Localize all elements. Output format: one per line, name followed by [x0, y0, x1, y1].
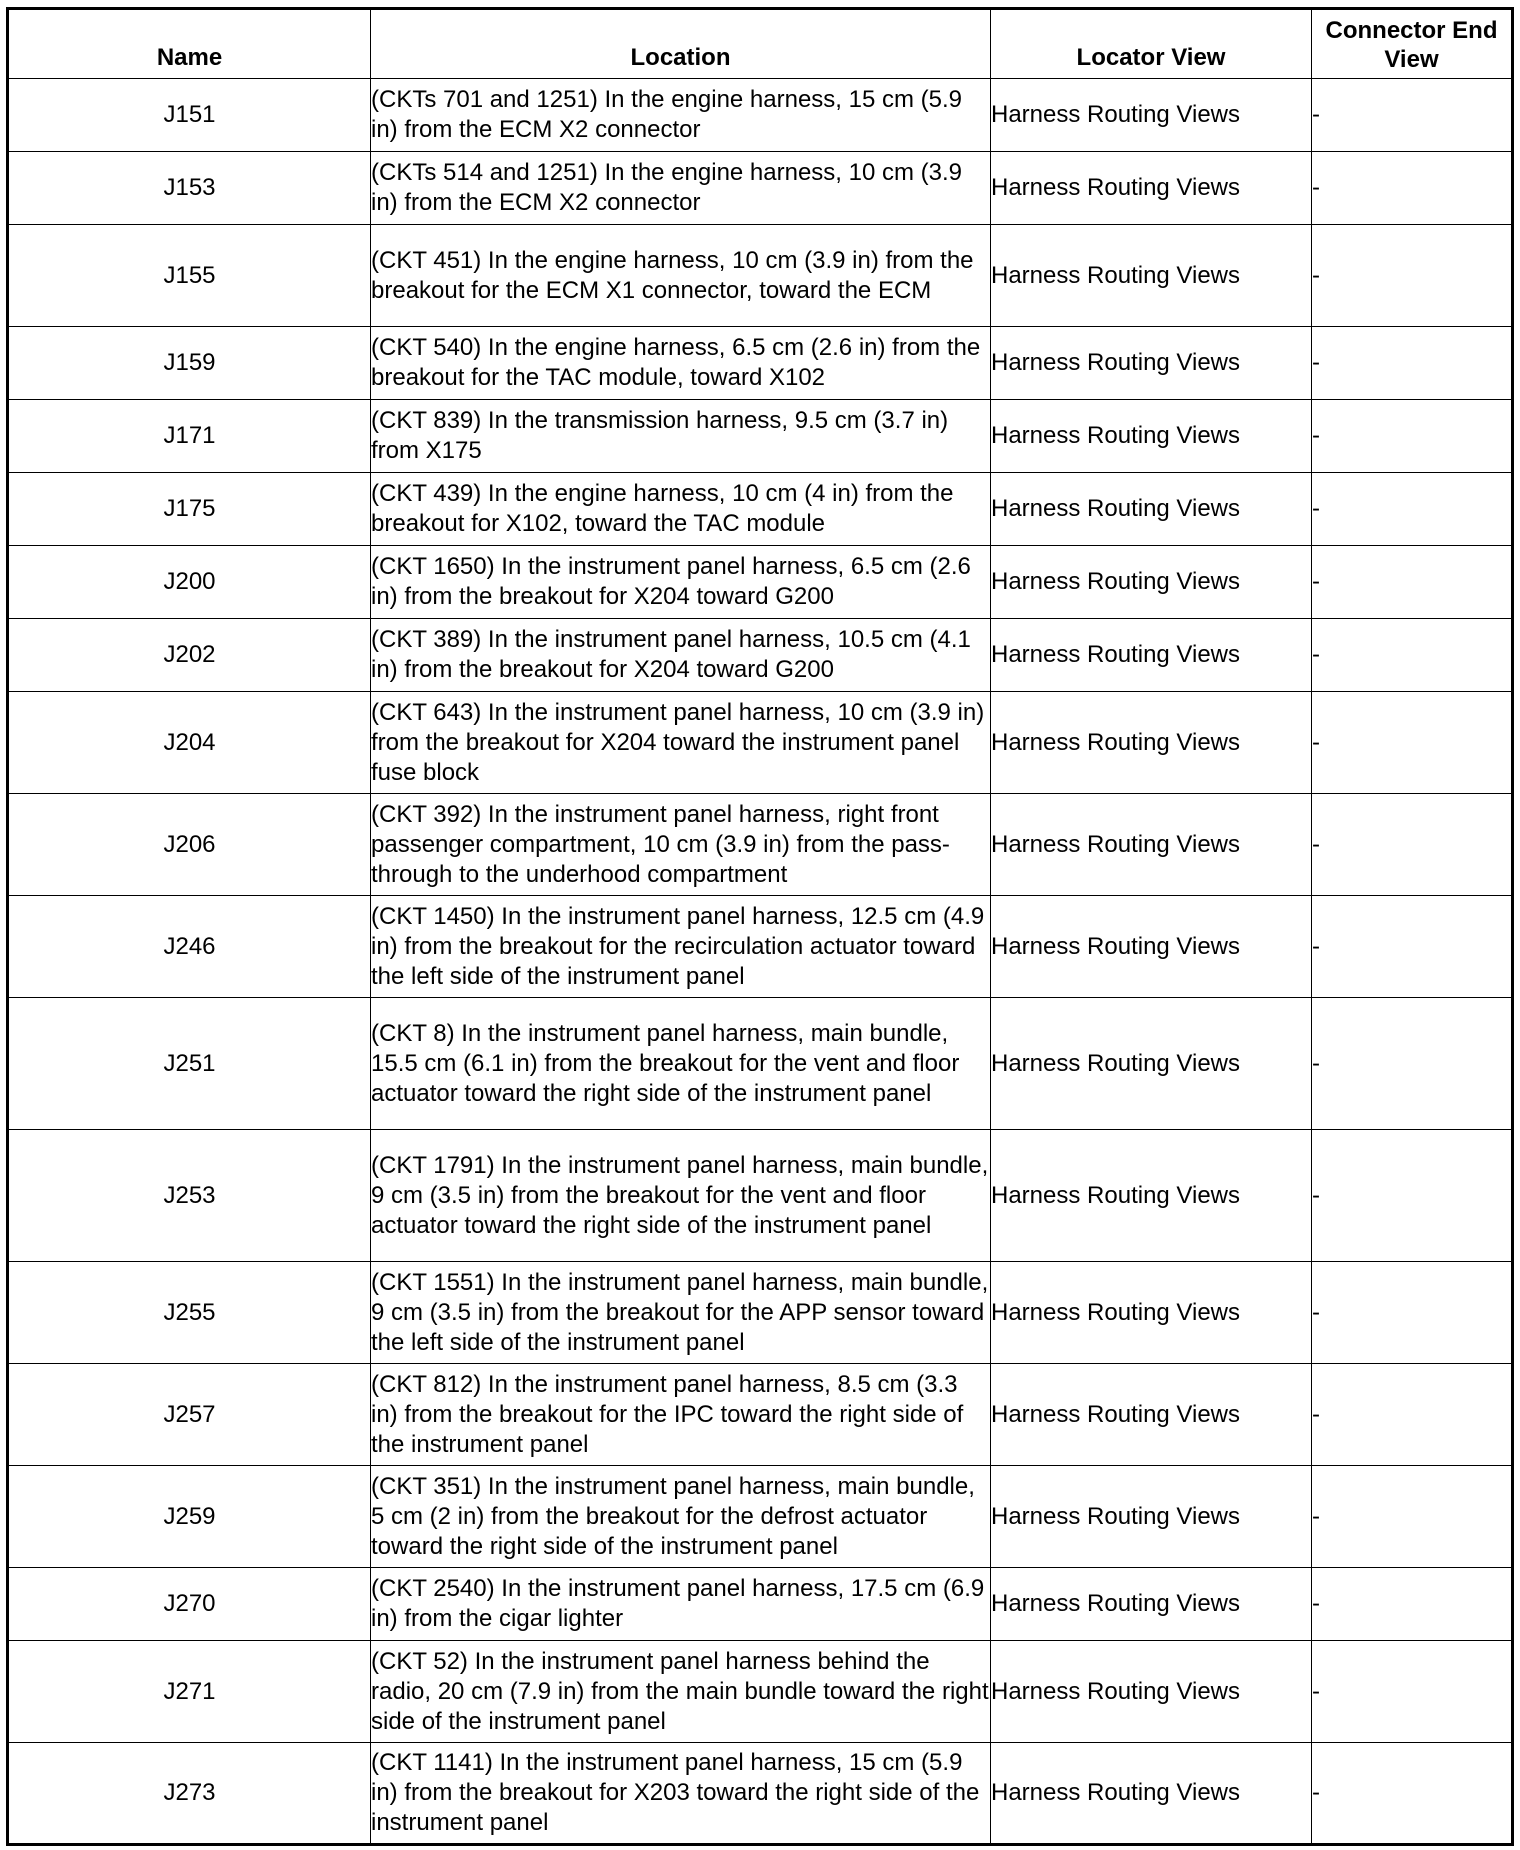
- cell-name: J271: [8, 1641, 371, 1743]
- cell-locator-view: Harness Routing Views: [991, 1641, 1312, 1743]
- cell-connector-end-view: -: [1312, 619, 1513, 692]
- cell-locator-view: Harness Routing Views: [991, 400, 1312, 473]
- cell-locator-view: Harness Routing Views: [991, 473, 1312, 546]
- cell-connector-end-view: -: [1312, 896, 1513, 998]
- header-name: Name: [8, 9, 371, 79]
- cell-location: (CKT 2540) In the instrument panel harness, 17.5 cm (6.9 in) from the cigar lighter: [371, 1568, 991, 1641]
- cell-locator-view: Harness Routing Views: [991, 1743, 1312, 1845]
- cell-location: (CKT 812) In the instrument panel harness, 8.5 cm (3.3 in) from the breakout for the IPC toward the right side of the instrument panel: [371, 1364, 991, 1466]
- cell-name: J246: [8, 896, 371, 998]
- cell-locator-view: Harness Routing Views: [991, 619, 1312, 692]
- cell-name: J175: [8, 473, 371, 546]
- cell-name: J270: [8, 1568, 371, 1641]
- table-row: [8, 1466, 1513, 1568]
- cell-name: J202: [8, 619, 371, 692]
- cell-connector-end-view: -: [1312, 1262, 1513, 1364]
- cell-locator-view: Harness Routing Views: [991, 1568, 1312, 1641]
- cell-name: J171: [8, 400, 371, 473]
- header-connector-end-view: Connector End View: [1312, 9, 1513, 79]
- cell-location: (CKT 8) In the instrument panel harness, main bundle, 15.5 cm (6.1 in) from the breakout for the vent and floor actuator toward the right side of the instrument panel: [371, 998, 991, 1130]
- cell-name: J251: [8, 998, 371, 1130]
- cell-connector-end-view: -: [1312, 998, 1513, 1130]
- cell-name: J257: [8, 1364, 371, 1466]
- table-row: [8, 794, 1513, 896]
- cell-name: J206: [8, 794, 371, 896]
- cell-name: J255: [8, 1262, 371, 1364]
- cell-connector-end-view: -: [1312, 794, 1513, 896]
- table-row: [8, 1364, 1513, 1466]
- table-row: [8, 619, 1513, 692]
- cell-connector-end-view: -: [1312, 400, 1513, 473]
- cell-name: J273: [8, 1743, 371, 1845]
- cell-locator-view: Harness Routing Views: [991, 1364, 1312, 1466]
- cell-location: (CKT 1650) In the instrument panel harness, 6.5 cm (2.6 in) from the breakout for X204 toward G200: [371, 546, 991, 619]
- cell-name: J151: [8, 79, 371, 152]
- table-row: [8, 1641, 1513, 1743]
- table-row: [8, 692, 1513, 794]
- cell-location: (CKT 1791) In the instrument panel harness, main bundle, 9 cm (3.5 in) from the breakout for the vent and floor actuator toward the right side of the instrument panel: [371, 1130, 991, 1262]
- cell-connector-end-view: -: [1312, 225, 1513, 327]
- table-row: [8, 546, 1513, 619]
- table-row: [8, 1262, 1513, 1364]
- cell-name: J259: [8, 1466, 371, 1568]
- cell-locator-view: Harness Routing Views: [991, 1130, 1312, 1262]
- cell-location: (CKTs 701 and 1251) In the engine harness, 15 cm (5.9 in) from the ECM X2 connector: [371, 79, 991, 152]
- cell-locator-view: Harness Routing Views: [991, 327, 1312, 400]
- cell-location: (CKT 643) In the instrument panel harness, 10 cm (3.9 in) from the breakout for X204 toward the instrument panel fuse block: [371, 692, 991, 794]
- table-row: [8, 79, 1513, 152]
- cell-connector-end-view: -: [1312, 546, 1513, 619]
- header-locator-view: Locator View: [991, 9, 1312, 79]
- table-row: [8, 327, 1513, 400]
- cell-name: J159: [8, 327, 371, 400]
- cell-connector-end-view: -: [1312, 1466, 1513, 1568]
- cell-locator-view: Harness Routing Views: [991, 896, 1312, 998]
- cell-name: J155: [8, 225, 371, 327]
- cell-locator-view: Harness Routing Views: [991, 998, 1312, 1130]
- cell-connector-end-view: -: [1312, 327, 1513, 400]
- table-row: [8, 473, 1513, 546]
- table-body: [8, 79, 1513, 1845]
- cell-locator-view: Harness Routing Views: [991, 1262, 1312, 1364]
- cell-location: (CKT 1141) In the instrument panel harness, 15 cm (5.9 in) from the breakout for X203 toward the right side of the instrument panel: [371, 1743, 991, 1845]
- splice-table-sheet: [6, 7, 1511, 1846]
- table-row: [8, 1743, 1513, 1845]
- cell-location: (CKT 439) In the engine harness, 10 cm (4 in) from the breakout for X102, toward the TAC module: [371, 473, 991, 546]
- table-row: [8, 225, 1513, 327]
- cell-connector-end-view: -: [1312, 692, 1513, 794]
- splice-location-table: [6, 7, 1514, 1846]
- table-row: [8, 152, 1513, 225]
- cell-location: (CKT 839) In the transmission harness, 9.5 cm (3.7 in) from X175: [371, 400, 991, 473]
- cell-location: (CKT 540) In the engine harness, 6.5 cm (2.6 in) from the breakout for the TAC module, toward X102: [371, 327, 991, 400]
- cell-locator-view: Harness Routing Views: [991, 794, 1312, 896]
- cell-location: (CKTs 514 and 1251) In the engine harness, 10 cm (3.9 in) from the ECM X2 connector: [371, 152, 991, 225]
- cell-connector-end-view: -: [1312, 79, 1513, 152]
- cell-location: (CKT 1551) In the instrument panel harness, main bundle, 9 cm (3.5 in) from the breakout for the APP sensor toward the left side of the instrument panel: [371, 1262, 991, 1364]
- cell-connector-end-view: -: [1312, 473, 1513, 546]
- table-row: [8, 1130, 1513, 1262]
- cell-name: J153: [8, 152, 371, 225]
- table-row: [8, 998, 1513, 1130]
- cell-location: (CKT 351) In the instrument panel harness, main bundle, 5 cm (2 in) from the breakout for the defrost actuator toward the right side of the instrument panel: [371, 1466, 991, 1568]
- cell-name: J204: [8, 692, 371, 794]
- table-row: [8, 1568, 1513, 1641]
- header-row: [8, 9, 1513, 79]
- cell-locator-view: Harness Routing Views: [991, 1466, 1312, 1568]
- cell-locator-view: Harness Routing Views: [991, 79, 1312, 152]
- cell-locator-view: Harness Routing Views: [991, 546, 1312, 619]
- cell-connector-end-view: -: [1312, 152, 1513, 225]
- table-header: [8, 9, 1513, 79]
- cell-connector-end-view: -: [1312, 1364, 1513, 1466]
- cell-name: J200: [8, 546, 371, 619]
- cell-connector-end-view: -: [1312, 1743, 1513, 1845]
- cell-locator-view: Harness Routing Views: [991, 225, 1312, 327]
- cell-location: (CKT 389) In the instrument panel harness, 10.5 cm (4.1 in) from the breakout for X204 toward G200: [371, 619, 991, 692]
- cell-location: (CKT 451) In the engine harness, 10 cm (3.9 in) from the breakout for the ECM X1 connector, toward the ECM: [371, 225, 991, 327]
- table-row: [8, 896, 1513, 998]
- cell-locator-view: Harness Routing Views: [991, 692, 1312, 794]
- cell-locator-view: Harness Routing Views: [991, 152, 1312, 225]
- cell-location: (CKT 52) In the instrument panel harness behind the radio, 20 cm (7.9 in) from the main bundle toward the right side of the instrument panel: [371, 1641, 991, 1743]
- cell-connector-end-view: -: [1312, 1568, 1513, 1641]
- cell-connector-end-view: -: [1312, 1130, 1513, 1262]
- cell-location: (CKT 392) In the instrument panel harness, right front passenger compartment, 10 cm (3.9 in) from the pass-through to the underhood compartment: [371, 794, 991, 896]
- cell-name: J253: [8, 1130, 371, 1262]
- cell-connector-end-view: -: [1312, 1641, 1513, 1743]
- cell-location: (CKT 1450) In the instrument panel harness, 12.5 cm (4.9 in) from the breakout for the recirculation actuator toward the left side of the instrument panel: [371, 896, 991, 998]
- table-row: [8, 400, 1513, 473]
- header-location: Location: [371, 9, 991, 79]
